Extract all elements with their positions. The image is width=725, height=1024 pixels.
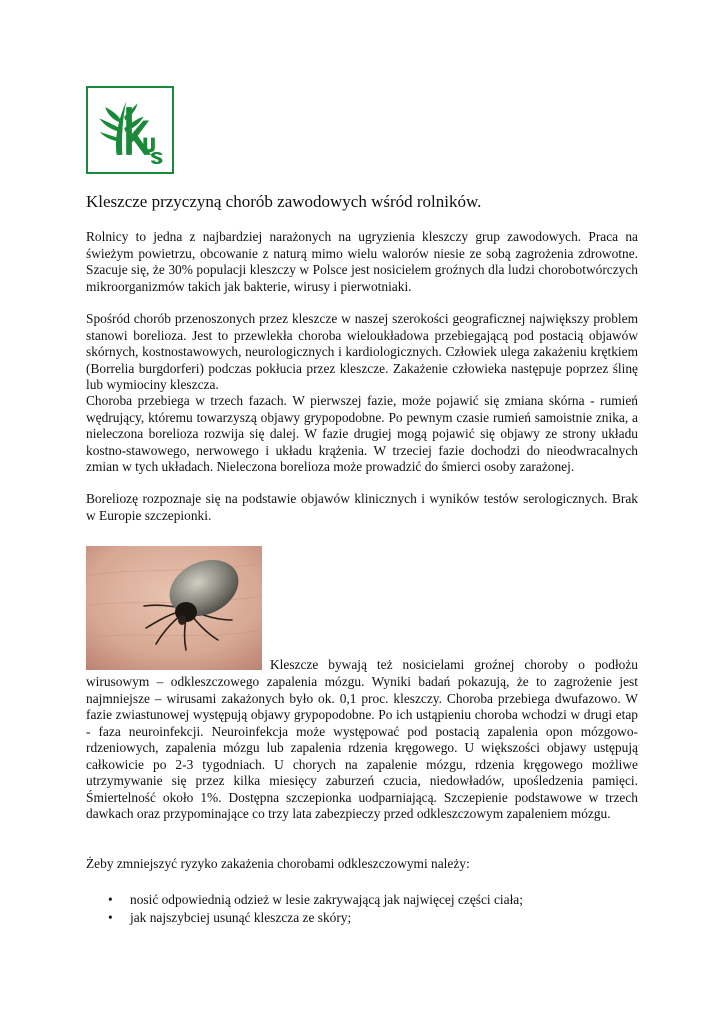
document-title: Kleszcze przyczyną chorób zawodowych wśród rolników. — [86, 192, 482, 211]
bullet-icon: • — [108, 892, 113, 907]
paragraph-phases: Choroba przebiega w trzech fazach. W pierwszej fazie, może pojawić się zmiana skórna - rumień wędrujący, któremu towarzyszą objawy grypopodobne. Po pewnym czasie rumień samoistnie znika, a nieleczona borelioza rozwija się dalej. W fazie drugiej mogą pojawić się objawy ze strony układu kostno-stawowego, nerwowego i układu krążenia. W trzeciej fazie dochodzi do nieodwracalnych zmian w tych układach. Nieleczona borelioza może prowadzić do śmierci osoby zarażonej. — [86, 393, 638, 474]
paragraph-borelioza: Spośród chorób przenoszonych przez kleszcze w naszej szerokości geograficznej największy problem stanowi borelioza. Jest to przewlekła choroba wieloukładowa przebiegającą pod postacią objawów skórnych, kostnostawowych, neurologicznych i kardiologicznych. Człowiek ulega zakażeniu krętkiem (Borrelia burgdorferi) podczas pokłucia przez kleszcze. Zakażenie człowieka następuje poprzez ślinę lub wymiociny kleszcza. — [86, 311, 638, 392]
paragraph-tbe: wirusowym – odkleszczowego zapalenia mózgu. Wyniki badań pokazują, że to zagrożenie jest najmniejsze – wirusami zakażonych było ok. 0,1 proc. kleszczy. Choroba przebiega dwufazowo. W fazie zwiastunowej występują objawy grypopodobne. Po ich ustąpieniu choroba wchodzi w drugi etap - faza neuroinfekcji. Neuroinfekcja może występować pod postacią zapalenia opon mózgowo-rdzeniowych, zapalenia mózgu lub zapalenia rdzenia kręgowego. U większości objawy ustępują całkowicie po 2-3 tygodniach. U chorych na zapalenie mózgu, rdzenia kręgowego możliwe utrzymywanie się przez kilka miesięcy zaburzeń czucia, niedowładów, upośledzenia pamięci. Śmiertelność około 1%. Dostępna szczepionka uodparniającą. Szczepienie podstawowe w trzech dawkach oraz przypominające co trzy lata zabezpieczy przed odkleszczowym zapaleniem mózgu. — [86, 674, 638, 821]
list-item-text: jak najszybciej usunąć kleszcza ze skóry; — [130, 909, 352, 925]
paragraph-diagnosis: Boreliozę rozpoznaje się na podstawie objawów klinicznych i wyników testów serologicznych. Brak w Europie szczepionki. — [86, 491, 638, 523]
krus-logo-graphic — [88, 88, 172, 172]
krus-logo — [86, 86, 174, 174]
prevention-list — [86, 891, 646, 926]
paragraph-intro: Rolnicy to jedna z najbardziej narażonych na ugryzienia kleszczy grup zawodowych. Praca na świeżym powietrzu, obcowanie z naturą mimo wielu walorów niesie ze sobą zagrożenia zdrowotne. Szacuje się, że 30% populacji kleszczy w Polsce jest nosicielem groźnych dla ludzi chorobotwórczych mikroorganizmów takich jak bakterie, wirusy i pierwotniaki. — [86, 229, 638, 294]
paragraph-prevention-intro: Żeby zmniejszyć ryzyko zakażenia chorobami odkleszczowymi należy: — [86, 856, 470, 871]
list-item — [86, 909, 646, 927]
tick-photo — [86, 546, 262, 670]
list-item-text: nosić odpowiednią odzież w lesie zakrywającą jak najwięcej części ciała; — [130, 892, 523, 907]
bullet-icon: • — [108, 909, 113, 925]
list-item — [86, 891, 646, 909]
paragraph-tbe-lead: Kleszcze bywają też nosicielami groźnej choroby o podłożu — [270, 657, 638, 672]
